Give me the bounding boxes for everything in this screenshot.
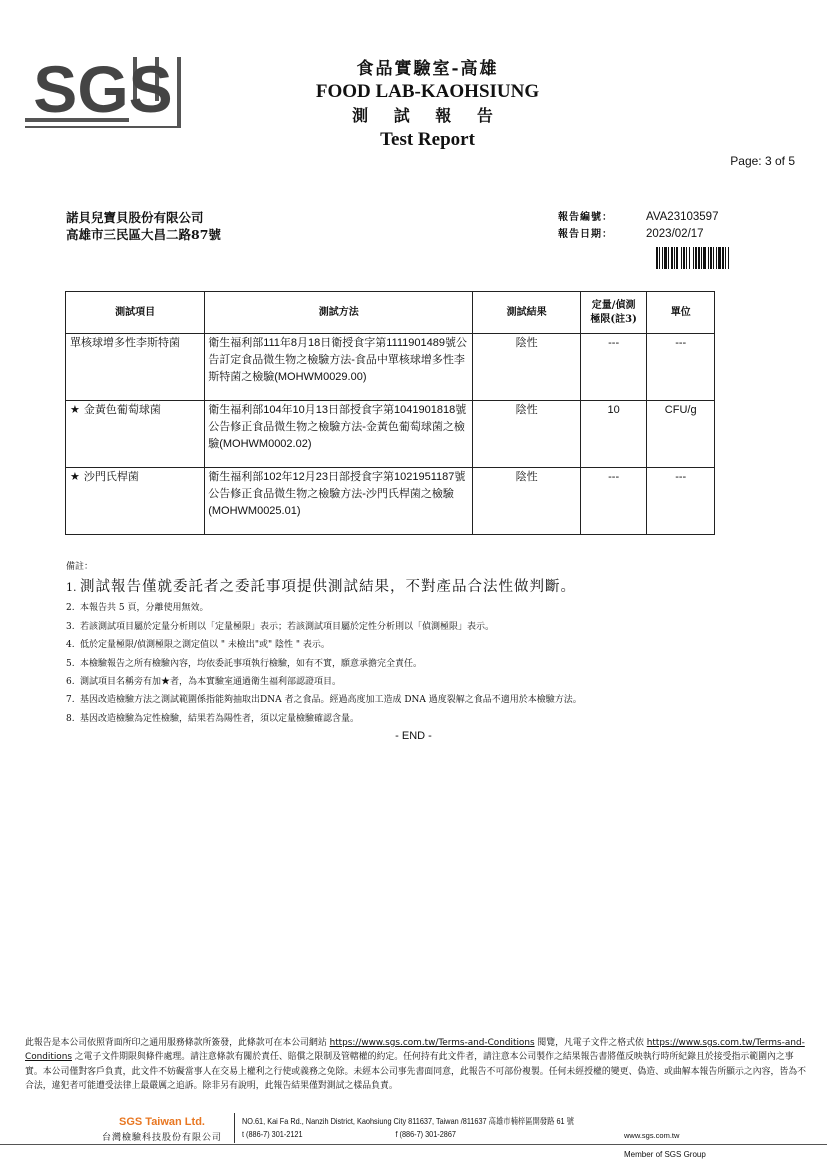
test-method-cell: 衛生福利部104年10月13日部授食字第1041901818號公告修正食品微生物之檢驗方法-金黃色葡萄球菌之檢驗(MOHWM0002.02) xyxy=(205,401,473,468)
accredited-star-icon: ★ xyxy=(70,404,80,416)
limit-cell: 10 xyxy=(580,401,647,468)
footer-contact xyxy=(242,1115,574,1141)
note-item: 1. 測試報告僅就委託者之委託事項提供測試結果，不對產品合法性做判斷。 xyxy=(66,579,576,596)
footer-company-cn: 台灣檢驗科技股份有限公司 xyxy=(101,1133,222,1143)
footer-address: NO.61, Kai Fa Rd., Nanzih District, Kaohsiung City 811637, Taiwan /811637 高雄市楠梓區開發路 61 號 xyxy=(242,1116,574,1126)
test-result-cell: 陰性 xyxy=(473,334,580,401)
accredited-star-icon: ★ xyxy=(70,471,80,483)
notes-section xyxy=(66,558,806,728)
test-item-name: 金黃色葡萄球菌 xyxy=(83,404,161,416)
limit-cell: --- xyxy=(580,468,647,535)
footer-member: Member of SGS Group xyxy=(624,1150,706,1159)
unit-cell: CFU/g xyxy=(647,401,715,468)
report-no: AVA23103597 xyxy=(646,211,719,223)
note-item: 6. 測試項目名稱旁有加★者，為本實驗室通過衛生福利部認證項目。 xyxy=(66,677,342,688)
test-method-cell: 衛生福利部111年8月18日衛授食字第1111901489號公告訂定食品微生物之檢驗方法-食品中單核球增多性李斯特菌之檢驗(MOHWM0029.00) xyxy=(205,334,473,401)
test-item-name: 單核球增多性李斯特菌 xyxy=(70,337,180,349)
report-title-block xyxy=(250,58,605,152)
header-test-item: 測試項目 xyxy=(66,292,205,334)
client-info xyxy=(66,209,221,243)
report-no-label: 報告編號： xyxy=(558,212,613,223)
note-item: 4. 低於定量極限/偵測極限之測定值以 " 未檢出"或" 陰性 " 表示。 xyxy=(66,640,330,651)
note-item: 5. 本檢驗報告之所有檢驗內容，均依委託事項執行檢驗，如有不實，願意承擔完全責任。 xyxy=(66,658,423,669)
table-row xyxy=(66,468,715,535)
report-title-cn: 測 試 報 告 xyxy=(352,106,503,125)
table-header-row xyxy=(66,292,715,334)
footer-website[interactable]: www.sgs.com.tw xyxy=(624,1131,680,1140)
sgs-logo-text: SGS xyxy=(33,52,173,126)
header-limit-line2: 極限(註3) xyxy=(590,313,637,325)
end-marker: - END - xyxy=(395,730,432,742)
header-limit-line1: 定量/偵測 xyxy=(591,299,636,311)
report-date: 2023/02/17 xyxy=(646,228,704,240)
footer-tel: t (886-7) 301-2121 xyxy=(242,1129,303,1139)
report-date-label: 報告日期： xyxy=(558,229,613,240)
page-number: Page: 3 of 5 xyxy=(730,154,795,168)
footer-rule xyxy=(0,1144,827,1145)
note-item: 8. 基因改造檢驗為定性檢驗，結果若為陽性者，須以定量檢驗確認含量。 xyxy=(66,713,360,724)
results-table xyxy=(65,291,715,535)
note-item: 7. 基因改造檢驗方法之測試範圍係指能夠抽取出DNA 者之食品。經過高度加工造成 DNA 過度裂解之食品不適用於本檢驗方法。 xyxy=(66,695,582,706)
client-address: 高雄市三民區大昌二路87號 xyxy=(66,227,221,242)
note-item: 3. 若該測試項目屬於定量分析則以「定量極限」表示；若該測試項目屬於定性分析則以「偵測極限」表示。 xyxy=(66,621,495,632)
sgs-logo xyxy=(25,52,185,132)
footer-company xyxy=(92,1116,232,1143)
test-item-cell xyxy=(66,401,205,468)
client-name: 諾貝兒寶貝股份有限公司 xyxy=(66,210,204,225)
test-item-cell xyxy=(66,468,205,535)
test-item-name: 沙門氏桿菌 xyxy=(83,471,139,483)
terms-link[interactable]: https://www.sgs.com.tw/Terms-and-Conditions xyxy=(329,1038,535,1048)
test-item-cell xyxy=(66,334,205,401)
report-title-en: Test Report xyxy=(380,129,475,150)
test-result-cell: 陰性 xyxy=(473,468,580,535)
table-row xyxy=(66,334,715,401)
footer-fax: f (886-7) 301-2867 xyxy=(395,1129,457,1139)
footer-divider xyxy=(234,1113,235,1143)
test-method-cell: 衛生福利部102年12月23日部授食字第1021951187號公告修正食品微生物之檢驗方法-沙門氏桿菌之檢驗(MOHWM0025.01) xyxy=(205,468,473,535)
barcode xyxy=(656,247,762,269)
table-row xyxy=(66,401,715,468)
header-test-method: 測試方法 xyxy=(205,292,473,334)
unit-cell: --- xyxy=(647,468,715,535)
note-item: 2. 本報告共 5 頁，分離使用無效。 xyxy=(66,603,209,614)
limit-cell: --- xyxy=(580,334,647,401)
lab-name-en: FOOD LAB-KAOHSIUNG xyxy=(315,81,540,102)
header-test-result: 測試結果 xyxy=(473,292,580,334)
notes-title: 備註： xyxy=(66,562,94,572)
footer-disclaimer: 此報告是本公司依照背面所印之通用服務條款所簽發，此條款可在本公司網站 https://www.sgs.com.tw/Terms-and-Conditions 閱覽，凡電子文件之格式依 https://www.sgs.com.tw/Terms-and-Conditions 之電子文件期限與條件處理。請注意條款有關於責任、賠償之限制及管轄權的約定。任何持有此文件者，請注意本公司製作之結果報告書將僅反映執行時所紀錄且於接受指示範圍內之事實。本公司僅對客戶負責，此文件不妨礙當事人在交易上權利之行使或義務之免除。未經本公司事先書面同意，此報告不可部份複製。任何未經授權的變更、偽造、或曲解本報告所顯示之內容，皆為不合法，違犯者可能遭受法律上最嚴厲之追訴。除非另有說明，此報告結果僅對測試之樣品負責。 xyxy=(25,1038,806,1091)
unit-cell: --- xyxy=(647,334,715,401)
lab-name-cn: 食品實驗室-高雄 xyxy=(356,59,499,79)
header-limit xyxy=(580,292,647,334)
footer-company-en: SGS Taiwan Ltd. xyxy=(119,1116,205,1128)
test-result-cell: 陰性 xyxy=(473,401,580,468)
terms-link[interactable]: https://www.sgs.com.tw/Terms-and-Conditions xyxy=(25,1038,805,1063)
header-unit: 單位 xyxy=(647,292,715,334)
report-meta xyxy=(558,209,718,243)
